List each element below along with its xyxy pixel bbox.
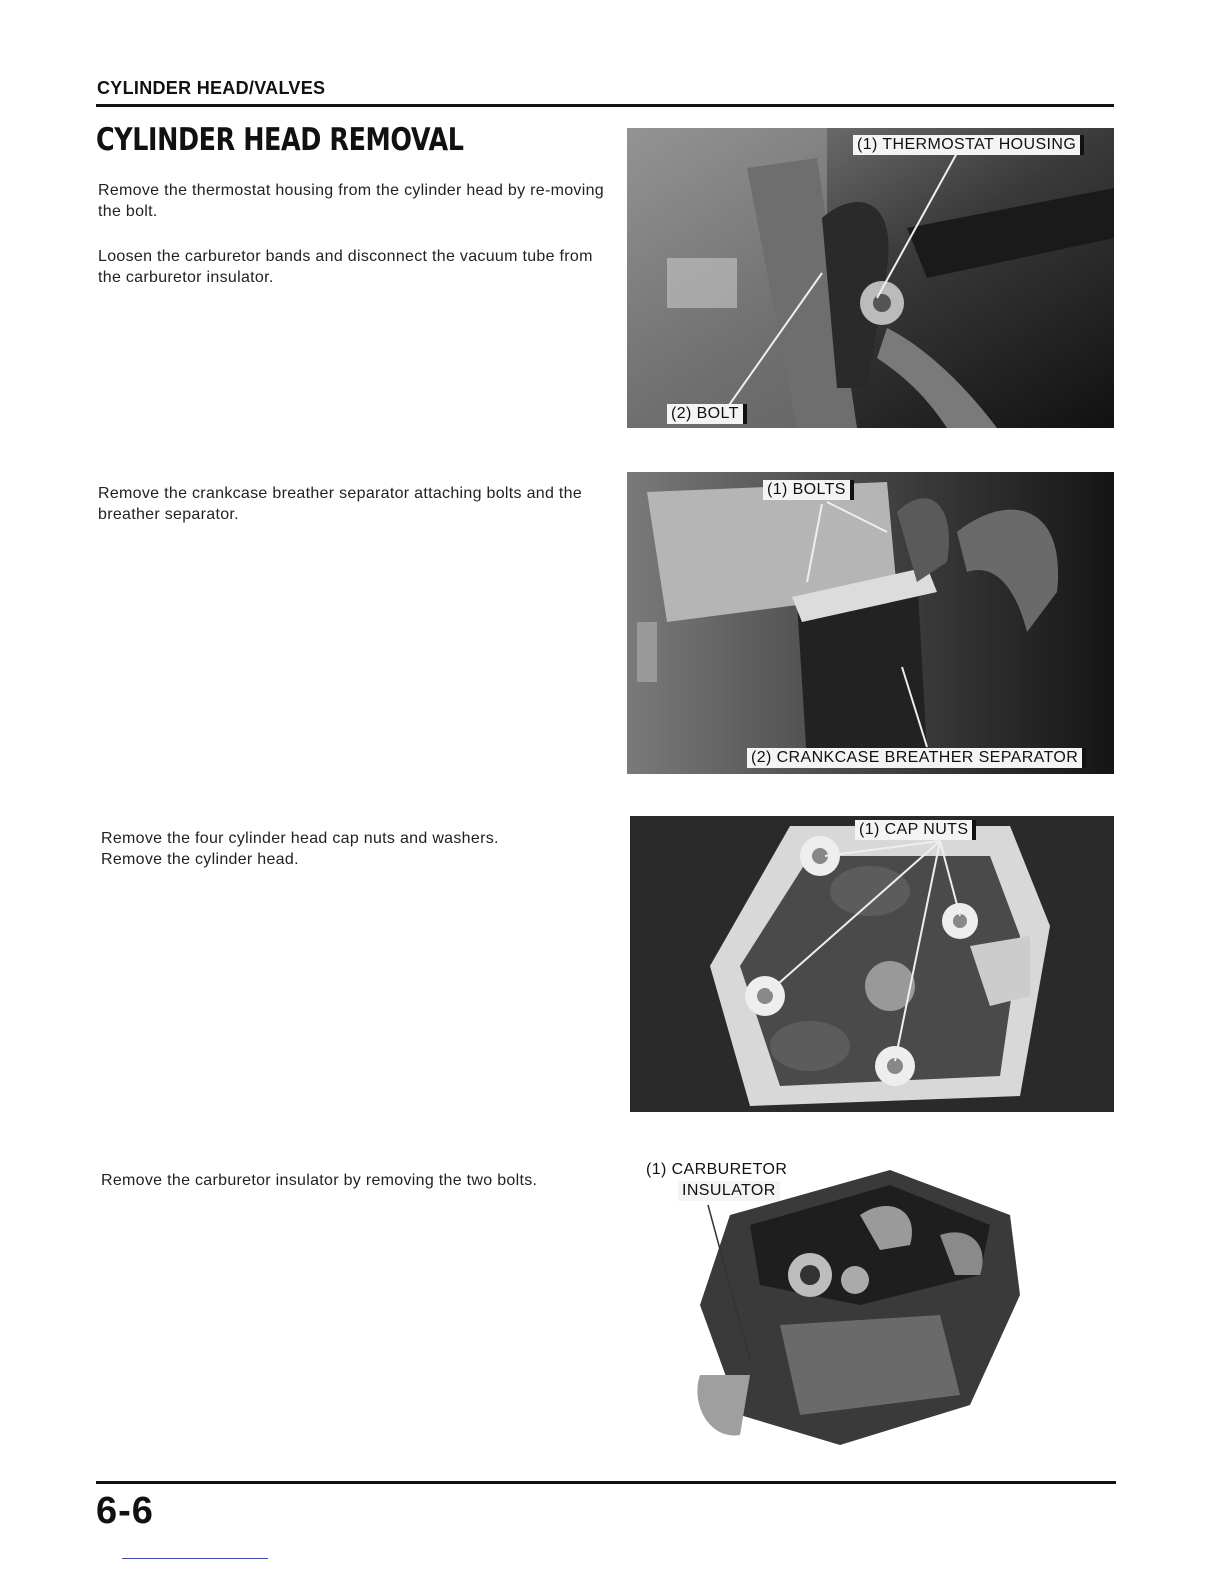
page-number: 6-6 xyxy=(96,1490,154,1532)
cap-nuts-photo xyxy=(630,816,1114,1112)
page-link-underline xyxy=(122,1558,268,1559)
callout-thermostat-housing: (1) THERMOSTAT HOUSING xyxy=(853,135,1084,155)
callout-cap-nuts: (1) CAP NUTS xyxy=(855,820,976,840)
step1-paragraph-1: Remove the thermostat housing from the cylinder head by re-moving the bolt. xyxy=(98,182,604,220)
callout-insulator: INSULATOR xyxy=(678,1181,780,1201)
callout-bolt: (2) BOLT xyxy=(667,404,747,424)
header-rule xyxy=(96,104,1114,107)
step3-paragraph-1: Remove the four cylinder head cap nuts and washers. xyxy=(101,830,499,847)
section-header: CYLINDER HEAD/VALVES xyxy=(97,78,326,98)
step3-paragraph-2: Remove the cylinder head. xyxy=(101,851,299,868)
step2-paragraph-1: Remove the crankcase breather separator attaching bolts and the breather separator. xyxy=(98,485,583,523)
thermostat-housing-photo xyxy=(627,128,1114,428)
footer-rule xyxy=(96,1481,1116,1484)
callout-bolts: (1) BOLTS xyxy=(763,480,854,500)
callout-carburetor: (1) CARBURETOR xyxy=(646,1161,788,1178)
callout-crankcase-breather-separator: (2) CRANKCASE BREATHER SEPARATOR xyxy=(747,748,1086,768)
page-title: CYLINDER HEAD REMOVAL xyxy=(96,122,464,158)
step1-paragraph-2: Loosen the carburetor bands and disconnect the vacuum tube from the carburetor insulator. xyxy=(98,248,593,286)
breather-separator-photo xyxy=(627,472,1114,774)
carburetor-insulator-photo xyxy=(640,1155,1040,1455)
step4-paragraph-1: Remove the carburetor insulator by removing the two bolts. xyxy=(101,1172,538,1189)
